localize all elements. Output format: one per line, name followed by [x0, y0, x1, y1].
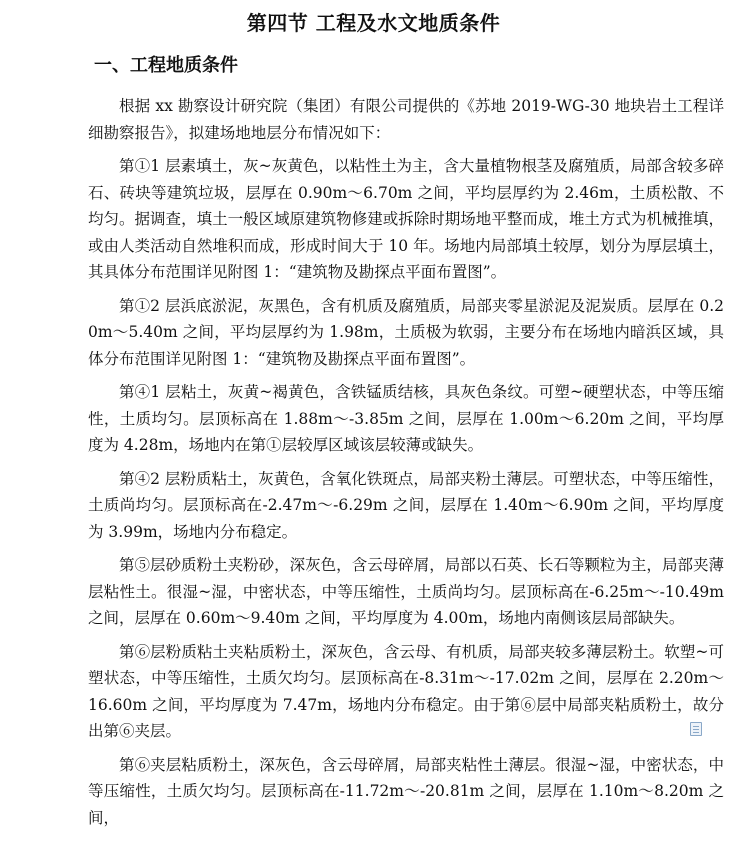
page-title: 第四节 工程及水文地质条件: [246, 11, 501, 35]
section-heading: 一、工程地质条件: [94, 55, 238, 76]
paragraph-layer-5: 第⑤层砂质粉土夹粉砂，深灰色，含云母碎屑，局部以石英、长石等颗粒为主，局部夹薄层粘性土。很湿~湿，中密状态，中等压缩性，土质尚均匀。层顶标高在-6.25m～-10.49m 之间，层厚在 0.60m～9.40m 之间，平均厚度为 4.00m，场地内南侧该层局部缺失。: [88, 556, 724, 627]
paragraph-intro: 根据 xx 勘察设计研究院（集团）有限公司提供的《苏地 2019-WG-30 地块岩土工程详细勘察报告》，拟建场地地层分布情况如下：: [88, 97, 724, 142]
paragraph-layer-1-2: 第①2 层浜底淤泥，灰黑色，含有机质及腐殖质，局部夹零星淤泥及泥炭质。层厚在 0.20m～5.40m 之间，平均层厚约为 1.98m，土质极为软弱，主要分布在场地内暗浜区域，具体分布范围详见附图 1：“建筑物及勘探点平面布置图”。: [88, 296, 724, 368]
paragraph-layer-6: 第⑥层粉质粘土夹粘质粉土，深灰色，含云母、有机质，局部夹较多薄层粉土。软塑~可塑状态，中等压缩性，土质欠均匀。层顶标高在-8.31m～-17.02m 之间，层厚在 2.20m～16.60m 之间，平均厚度为 7.47m，场地内分布稳定。由于第⑥层中局部夹粘质粉土，故分出第⑥夹层。: [88, 642, 724, 740]
paragraph-layer-4-2: 第④2 层粉质粘土，灰黄色，含氧化铁斑点，局部夹粉土薄层。可塑状态，中等压缩性，土质尚均匀。层顶标高在-2.47m～-6.29m 之间，层厚在 1.40m～6.90m 之间，平均厚度为 3.99m，场地内分布稳定。: [88, 469, 724, 541]
paragraph-layer-4-1: 第④1 层粘土，灰黄~褐黄色，含铁锰质结核，具灰色条纹。可塑~硬塑状态，中等压缩性，土质均匀。层顶标高在 1.88m～-3.85m 之间，层厚在 1.00m～6.20m 之间，平均厚度为 4.28m，场地内在第①层较厚区域该层较薄或缺失。: [88, 383, 724, 454]
document-icon[interactable]: [690, 722, 702, 736]
paragraph-layer-1-1: 第①1 层素填土，灰~灰黄色，以粘性土为主，含大量植物根茎及腐殖质，局部含较多碎石、砖块等建筑垃圾，层厚在 0.90m～6.70m 之间，平均层厚约为 2.46m，土质松散、不均匀。据调查，填土一般区域原建筑物修建或拆除时期场地平整而成，堆土方式为机械推填，或由人类活动自然堆积而成，形成时间大于 10 年。场地内局部填土较厚，划分为厚层填土，其具体分布范围详见附图 1：“建筑物及勘探点平面布置图”。: [88, 157, 724, 281]
paragraph-layer-6-interlayer: 第⑥夹层粘质粉土，深灰色，含云母碎屑，局部夹粘性土薄层。很湿~湿，中密状态，中等压缩性，土质欠均匀。层顶标高在-11.72m～-20.81m 之间，层厚在 1.10m～8.20m 之间，: [88, 755, 724, 827]
body-text: [88, 93, 724, 838]
